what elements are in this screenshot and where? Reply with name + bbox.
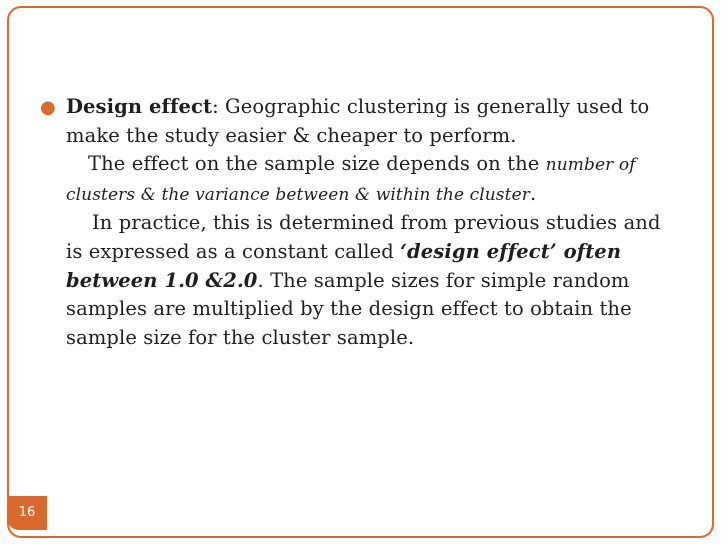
bullet-icon: ● [40,97,56,118]
practice-text-b: . The sample sizes for simple random samples are multiplied by the design effect to obtain the sample size for the cluster sample. [66,268,632,349]
number-of-clusters-italic: number of clusters [66,155,636,205]
sample-size-paragraph [38,150,678,209]
bullet-item [38,93,678,150]
ampersand-a: & [135,184,162,205]
slide-number-badge: 16 [7,496,47,530]
design-effect-range-emphasis: ‘design effect’ often between 1.0 &2.0 [66,239,622,292]
variance-between-italic: the variance between [161,184,350,205]
within-cluster-italic: within the cluster [375,184,530,205]
design-effect-definition: : Geographic clustering is generally used to make the study easier & cheaper to perform. [66,95,650,147]
sample-size-period: . [529,181,537,205]
ampersand-b: & [349,184,376,205]
sample-size-text-a: The effect on the sample size depends on the [88,152,546,176]
design-effect-paragraph [66,93,678,150]
practice-text-a: In practice, this is determined from previous studies and is expressed as a constant called [66,211,661,263]
slide-content [38,93,678,352]
design-effect-term: Design effect [66,95,213,118]
practice-paragraph [38,209,678,352]
